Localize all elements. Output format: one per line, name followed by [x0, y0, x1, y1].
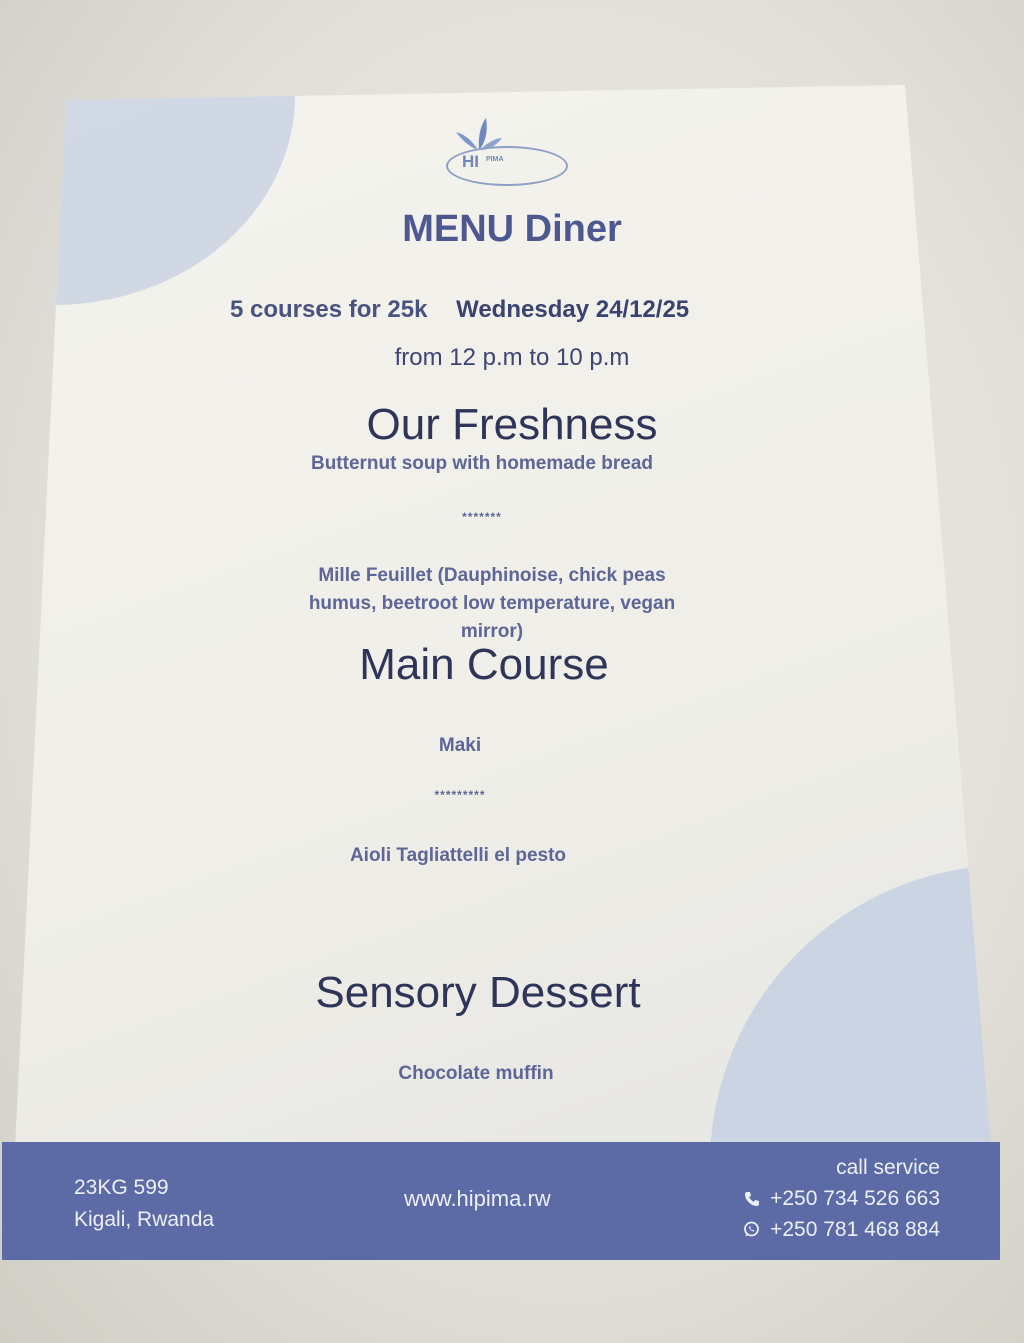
menu-item-mille-feuillet: Mille Feuillet (Dauphinoise, chick peas [318, 565, 666, 586]
menu-title: MENU Diner [402, 208, 622, 250]
phone-number-1: +250 734 526 663 [770, 1187, 940, 1210]
separator: ******* [462, 510, 502, 524]
menu-date: Wednesday 24/12/25 [456, 296, 690, 323]
menu-item-tagliattelli: Aioli Tagliattelli el pesto [349, 845, 567, 866]
address-line-1: 23KG 599 [74, 1176, 169, 1199]
phone-number-2: +250 781 468 884 [770, 1218, 940, 1241]
menu-item-maki: Maki [438, 735, 482, 756]
menu-item-soup: Butternut soup with homemade bread [310, 453, 654, 474]
section-title-dessert: Sensory Dessert [315, 968, 641, 1017]
offer-row [230, 296, 689, 324]
address-line-2: Kigali, Rwanda [74, 1208, 215, 1231]
phone-line-1[interactable] [743, 1183, 940, 1214]
website-link[interactable]: www.hipima.rw [404, 1186, 551, 1211]
menu-item-mille-feuillet-line2: humus, beetroot low temperature, vegan [308, 593, 676, 614]
whatsapp-icon [743, 1221, 760, 1238]
phone-icon [744, 1191, 760, 1207]
logo-subtext: PIMA [486, 156, 504, 163]
footer-bar [2, 1142, 1000, 1260]
address [74, 1172, 214, 1236]
phone-line-2[interactable] [743, 1214, 940, 1245]
separator: ********* [434, 788, 486, 802]
service-hours: from 12 p.m to 10 p.m [394, 344, 630, 371]
call-service-label: call service [836, 1156, 940, 1179]
restaurant-logo [440, 112, 570, 187]
menu-item-mille-feuillet-line3: mirror) [460, 621, 524, 642]
section-title-main-course: Main Course [359, 640, 609, 689]
logo-text: HI [462, 152, 479, 171]
section-title-freshness: Our Freshness [366, 400, 658, 449]
contact-block [743, 1152, 940, 1245]
menu-item-muffin: Chocolate muffin [398, 1063, 554, 1084]
offer-text: 5 courses for 25k [230, 296, 428, 323]
